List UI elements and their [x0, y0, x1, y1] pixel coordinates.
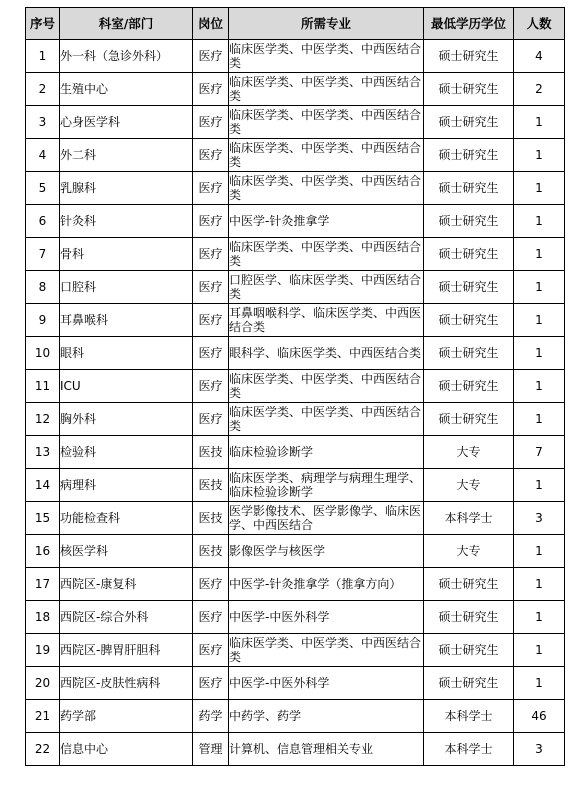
- cell-major: 临床医学类、中医学类、中西医结合类: [229, 139, 424, 172]
- table-row: [26, 436, 565, 469]
- cell-dept: 病理科: [60, 469, 193, 502]
- cell-degree: 硕士研究生: [424, 139, 514, 172]
- header-no: 序号: [26, 8, 60, 40]
- cell-post: 医疗: [193, 205, 229, 238]
- table-row: [26, 634, 565, 667]
- cell-degree: 硕士研究生: [424, 106, 514, 139]
- cell-no: 19: [26, 634, 60, 667]
- cell-degree: 大专: [424, 469, 514, 502]
- table-row: [26, 568, 565, 601]
- cell-major: 临床医学类、中医学类、中西医结合类: [229, 73, 424, 106]
- cell-dept: 生殖中心: [60, 73, 193, 106]
- table-row: [26, 40, 565, 73]
- cell-count: 2: [514, 73, 565, 106]
- cell-dept: 胸外科: [60, 403, 193, 436]
- cell-major: 中药学、药学: [229, 700, 424, 733]
- cell-no: 21: [26, 700, 60, 733]
- table-row: [26, 106, 565, 139]
- cell-count: 4: [514, 40, 565, 73]
- cell-count: 1: [514, 370, 565, 403]
- table-header: [26, 8, 565, 40]
- cell-no: 18: [26, 601, 60, 634]
- table-row: [26, 370, 565, 403]
- cell-no: 7: [26, 238, 60, 271]
- cell-dept: ICU: [60, 370, 193, 403]
- cell-no: 13: [26, 436, 60, 469]
- cell-degree: 硕士研究生: [424, 403, 514, 436]
- cell-dept: 乳腺科: [60, 172, 193, 205]
- cell-count: 3: [514, 502, 565, 535]
- cell-major: 影像医学与核医学: [229, 535, 424, 568]
- cell-no: 8: [26, 271, 60, 304]
- cell-no: 22: [26, 733, 60, 766]
- cell-degree: 本科学士: [424, 502, 514, 535]
- recruitment-table: [25, 7, 565, 766]
- cell-major: 临床医学类、中医学类、中西医结合类: [229, 634, 424, 667]
- table-row: [26, 304, 565, 337]
- cell-no: 1: [26, 40, 60, 73]
- cell-no: 12: [26, 403, 60, 436]
- table-row: [26, 601, 565, 634]
- cell-no: 17: [26, 568, 60, 601]
- cell-dept: 西院区-综合外科: [60, 601, 193, 634]
- cell-degree: 本科学士: [424, 733, 514, 766]
- cell-degree: 硕士研究生: [424, 271, 514, 304]
- cell-no: 15: [26, 502, 60, 535]
- cell-major: 口腔医学、临床医学类、中西医结合类: [229, 271, 424, 304]
- cell-post: 医疗: [193, 106, 229, 139]
- cell-major: 临床检验诊断学: [229, 436, 424, 469]
- cell-dept: 核医学科: [60, 535, 193, 568]
- cell-dept: 药学部: [60, 700, 193, 733]
- cell-dept: 眼科: [60, 337, 193, 370]
- header-major: 所需专业: [229, 8, 424, 40]
- cell-count: 46: [514, 700, 565, 733]
- cell-post: 医疗: [193, 667, 229, 700]
- cell-post: 医疗: [193, 172, 229, 205]
- cell-count: 1: [514, 139, 565, 172]
- cell-major: 中医学-针灸推拿学（推拿方向）: [229, 568, 424, 601]
- cell-post: 医技: [193, 535, 229, 568]
- cell-major: 医学影像技术、医学影像学、临床医学、中西医结合: [229, 502, 424, 535]
- table-row: [26, 205, 565, 238]
- cell-dept: 西院区-脾胃肝胆科: [60, 634, 193, 667]
- cell-degree: 大专: [424, 535, 514, 568]
- cell-dept: 信息中心: [60, 733, 193, 766]
- cell-post: 医疗: [193, 634, 229, 667]
- cell-no: 3: [26, 106, 60, 139]
- table-body: [26, 40, 565, 766]
- cell-post: 医疗: [193, 337, 229, 370]
- cell-dept: 西院区-康复科: [60, 568, 193, 601]
- table-row: [26, 502, 565, 535]
- cell-dept: 心身医学科: [60, 106, 193, 139]
- cell-post: 医疗: [193, 568, 229, 601]
- cell-major: 中医学-中医外科学: [229, 601, 424, 634]
- cell-degree: 硕士研究生: [424, 205, 514, 238]
- cell-post: 医疗: [193, 238, 229, 271]
- cell-post: 医技: [193, 436, 229, 469]
- cell-degree: 硕士研究生: [424, 172, 514, 205]
- cell-major: 临床医学类、中医学类、中西医结合类: [229, 403, 424, 436]
- cell-dept: 功能检查科: [60, 502, 193, 535]
- cell-no: 10: [26, 337, 60, 370]
- cell-major: 临床医学类、中医学类、中西医结合类: [229, 172, 424, 205]
- cell-degree: 硕士研究生: [424, 370, 514, 403]
- cell-count: 1: [514, 205, 565, 238]
- cell-major: 计算机、信息管理相关专业: [229, 733, 424, 766]
- table-row: [26, 238, 565, 271]
- cell-post: 医疗: [193, 403, 229, 436]
- cell-no: 16: [26, 535, 60, 568]
- cell-dept: 骨科: [60, 238, 193, 271]
- cell-no: 6: [26, 205, 60, 238]
- cell-major: 耳鼻咽喉科学、临床医学类、中西医结合类: [229, 304, 424, 337]
- cell-major: 临床医学类、中医学类、中西医结合类: [229, 40, 424, 73]
- cell-major: 临床医学类、中医学类、中西医结合类: [229, 106, 424, 139]
- cell-dept: 耳鼻喉科: [60, 304, 193, 337]
- header-dept: 科室/部门: [60, 8, 193, 40]
- cell-post: 医技: [193, 502, 229, 535]
- cell-dept: 口腔科: [60, 271, 193, 304]
- cell-count: 1: [514, 337, 565, 370]
- cell-count: 1: [514, 634, 565, 667]
- cell-post: 医疗: [193, 304, 229, 337]
- cell-dept: 外一科（急诊外科）: [60, 40, 193, 73]
- cell-major: 临床医学类、中医学类、中西医结合类: [229, 238, 424, 271]
- cell-major: 临床医学类、病理学与病理生理学、临床检验诊断学: [229, 469, 424, 502]
- cell-degree: 硕士研究生: [424, 40, 514, 73]
- cell-count: 1: [514, 106, 565, 139]
- cell-post: 管理: [193, 733, 229, 766]
- cell-degree: 本科学士: [424, 700, 514, 733]
- cell-degree: 硕士研究生: [424, 73, 514, 106]
- table-row: [26, 535, 565, 568]
- cell-major: 中医学-中医外科学: [229, 667, 424, 700]
- table-row: [26, 172, 565, 205]
- cell-count: 3: [514, 733, 565, 766]
- cell-degree: 硕士研究生: [424, 337, 514, 370]
- cell-no: 9: [26, 304, 60, 337]
- cell-post: 医疗: [193, 40, 229, 73]
- table-row: [26, 700, 565, 733]
- cell-post: 医疗: [193, 139, 229, 172]
- cell-no: 2: [26, 73, 60, 106]
- cell-no: 5: [26, 172, 60, 205]
- cell-major: 临床医学类、中医学类、中西医结合类: [229, 370, 424, 403]
- cell-degree: 硕士研究生: [424, 601, 514, 634]
- cell-count: 1: [514, 469, 565, 502]
- cell-count: 1: [514, 238, 565, 271]
- cell-dept: 外二科: [60, 139, 193, 172]
- table-row: [26, 271, 565, 304]
- cell-count: 1: [514, 568, 565, 601]
- header-row: [26, 8, 565, 40]
- table-row: [26, 403, 565, 436]
- cell-post: 药学: [193, 700, 229, 733]
- cell-post: 医疗: [193, 601, 229, 634]
- cell-degree: 硕士研究生: [424, 634, 514, 667]
- cell-no: 4: [26, 139, 60, 172]
- cell-degree: 大专: [424, 436, 514, 469]
- header-post: 岗位: [193, 8, 229, 40]
- cell-degree: 硕士研究生: [424, 667, 514, 700]
- header-degree: 最低学历学位: [424, 8, 514, 40]
- cell-post: 医疗: [193, 271, 229, 304]
- cell-post: 医疗: [193, 73, 229, 106]
- cell-count: 1: [514, 271, 565, 304]
- cell-count: 1: [514, 172, 565, 205]
- table-row: [26, 667, 565, 700]
- cell-major: 中医学-针灸推拿学: [229, 205, 424, 238]
- cell-dept: 针灸科: [60, 205, 193, 238]
- table-row: [26, 733, 565, 766]
- cell-post: 医技: [193, 469, 229, 502]
- cell-degree: 硕士研究生: [424, 304, 514, 337]
- cell-dept: 检验科: [60, 436, 193, 469]
- cell-major: 眼科学、临床医学类、中西医结合类: [229, 337, 424, 370]
- cell-count: 7: [514, 436, 565, 469]
- cell-post: 医疗: [193, 370, 229, 403]
- table-row: [26, 337, 565, 370]
- table-row: [26, 139, 565, 172]
- header-count: 人数: [514, 8, 565, 40]
- cell-no: 20: [26, 667, 60, 700]
- cell-degree: 硕士研究生: [424, 568, 514, 601]
- cell-count: 1: [514, 403, 565, 436]
- cell-no: 11: [26, 370, 60, 403]
- cell-dept: 西院区-皮肤性病科: [60, 667, 193, 700]
- table-row: [26, 73, 565, 106]
- cell-no: 14: [26, 469, 60, 502]
- cell-count: 1: [514, 601, 565, 634]
- cell-count: 1: [514, 667, 565, 700]
- table-row: [26, 469, 565, 502]
- cell-degree: 硕士研究生: [424, 238, 514, 271]
- cell-count: 1: [514, 535, 565, 568]
- cell-count: 1: [514, 304, 565, 337]
